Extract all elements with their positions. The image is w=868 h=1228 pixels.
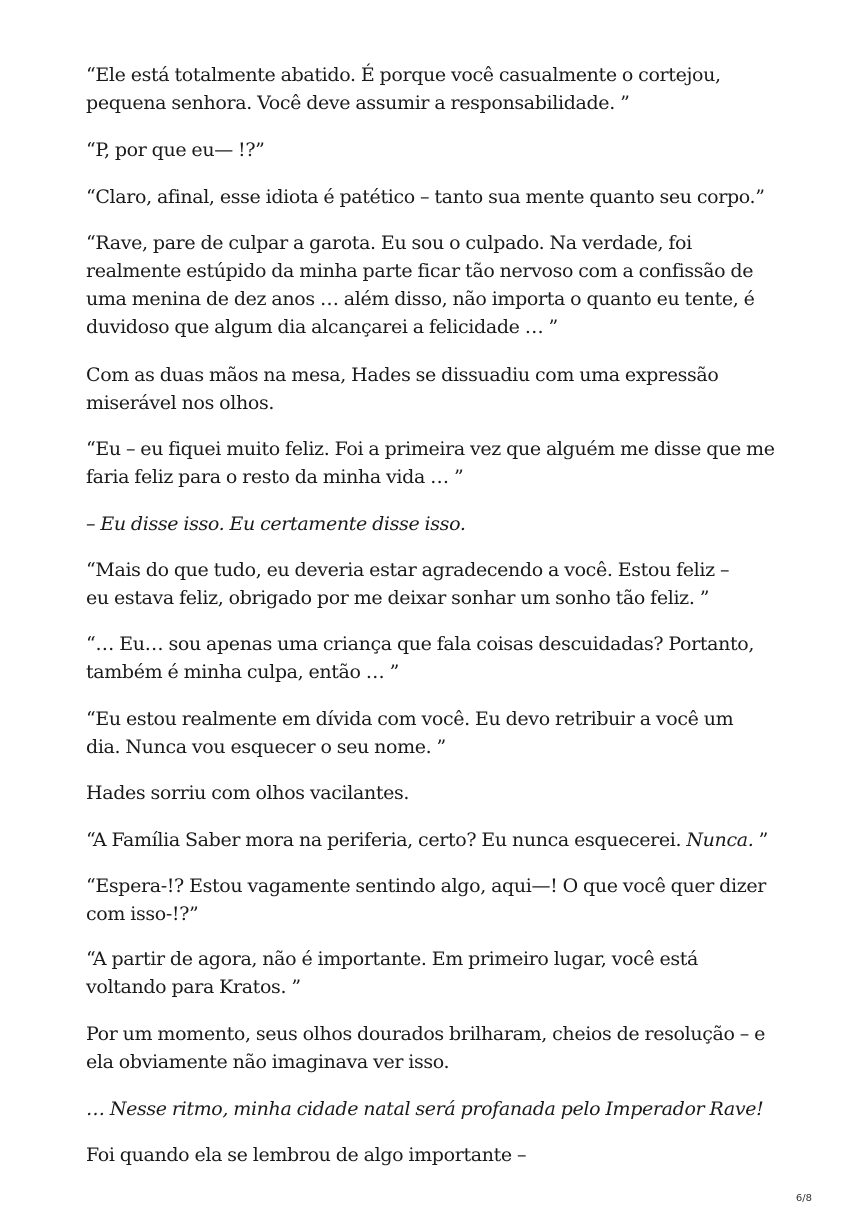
text-line [86,826,806,854]
paragraph-17 [86,1141,806,1169]
text-line: “Ele está totalmente abatido. É porque você casualmente o cortejou, [86,64,721,86]
text-line: “Rave, pare de culpar a garota. Eu sou o culpado. Na verdade, foi [86,232,692,254]
paragraph-8 [86,556,806,612]
paragraph-14 [86,945,806,1001]
text-line: dia. Nunca vou esquecer o seu nome. ” [86,736,446,758]
paragraph-6 [86,435,806,491]
text-line: voltando para Kratos. ” [86,976,301,998]
text-line: pequena senhora. Você deve assumir a responsabilidade. ” [86,92,630,114]
text-line: com isso-!?” [86,903,199,925]
page-number: 6/8 [795,1193,812,1204]
paragraph-7 [86,510,806,538]
text-line: – Eu disse isso. Eu certamente disse isso. [86,513,466,535]
text-line: “Claro, afinal, esse idiota é patético – tanto sua mente quanto seu corpo.” [86,186,765,208]
text-line: Hades sorriu com olhos vacilantes. [86,782,410,804]
text-line: eu estava feliz, obrigado por me deixar sonhar um sonho tão feliz. ” [86,587,710,609]
emphasis-text: Nunca. [686,829,754,851]
text-line: Foi quando ela se lembrou de algo importante – [86,1144,527,1166]
text-line: ela obviamente não imaginava ver isso. [86,1051,450,1073]
paragraph-16 [86,1095,806,1123]
text-line: “Eu – eu fiquei muito feliz. Foi a primeira vez que alguém me disse que me [86,438,775,460]
paragraph-1 [86,61,806,117]
paragraph-11 [86,779,806,807]
paragraph-5 [86,361,806,417]
text-line: … Nesse ritmo, minha cidade natal será profanada pelo Imperador Rave! [86,1098,764,1120]
paragraph-10 [86,705,806,761]
paragraph-15 [86,1020,806,1076]
text-line: uma menina de dez anos … além disso, não importa o quanto eu tente, é [86,288,755,310]
text-line: “A partir de agora, não é importante. Em primeiro lugar, você está [86,948,699,970]
text-line: miserável nos olhos. [86,392,275,414]
text-line: Com as duas mãos na mesa, Hades se dissuadiu com uma expressão [86,364,719,386]
text-line: “P, por que eu— !?” [86,139,265,161]
text-line: realmente estúpido da minha parte ficar tão nervoso com a confissão de [86,260,754,282]
text-line: “Espera-!? Estou vagamente sentindo algo, aqui—! O que você quer dizer [86,875,766,897]
paragraph-2 [86,136,806,164]
text-segment: ” [753,829,768,851]
text-segment: “A Família Saber mora na periferia, certo? Eu nunca esquecerei. [86,829,687,851]
text-line: duvidoso que algum dia alcançarei a felicidade … ” [86,316,558,338]
paragraph-13 [86,872,806,928]
text-line: Por um momento, seus olhos dourados brilharam, cheios de resolução – e [86,1023,766,1045]
paragraph-3 [86,183,806,211]
text-line: “Mais do que tudo, eu deveria estar agradecendo a você. Estou feliz – [86,559,730,581]
paragraph-9 [86,630,806,686]
text-line: também é minha culpa, então … ” [86,661,400,683]
text-line: “… Eu… sou apenas uma criança que fala coisas descuidadas? Portanto, [86,633,755,655]
paragraph-4 [86,229,806,341]
text-line: “Eu estou realmente em dívida com você. Eu devo retribuir a você um [86,708,734,730]
paragraph-12 [86,826,806,854]
text-line: faria feliz para o resto da minha vida … ” [86,466,464,488]
